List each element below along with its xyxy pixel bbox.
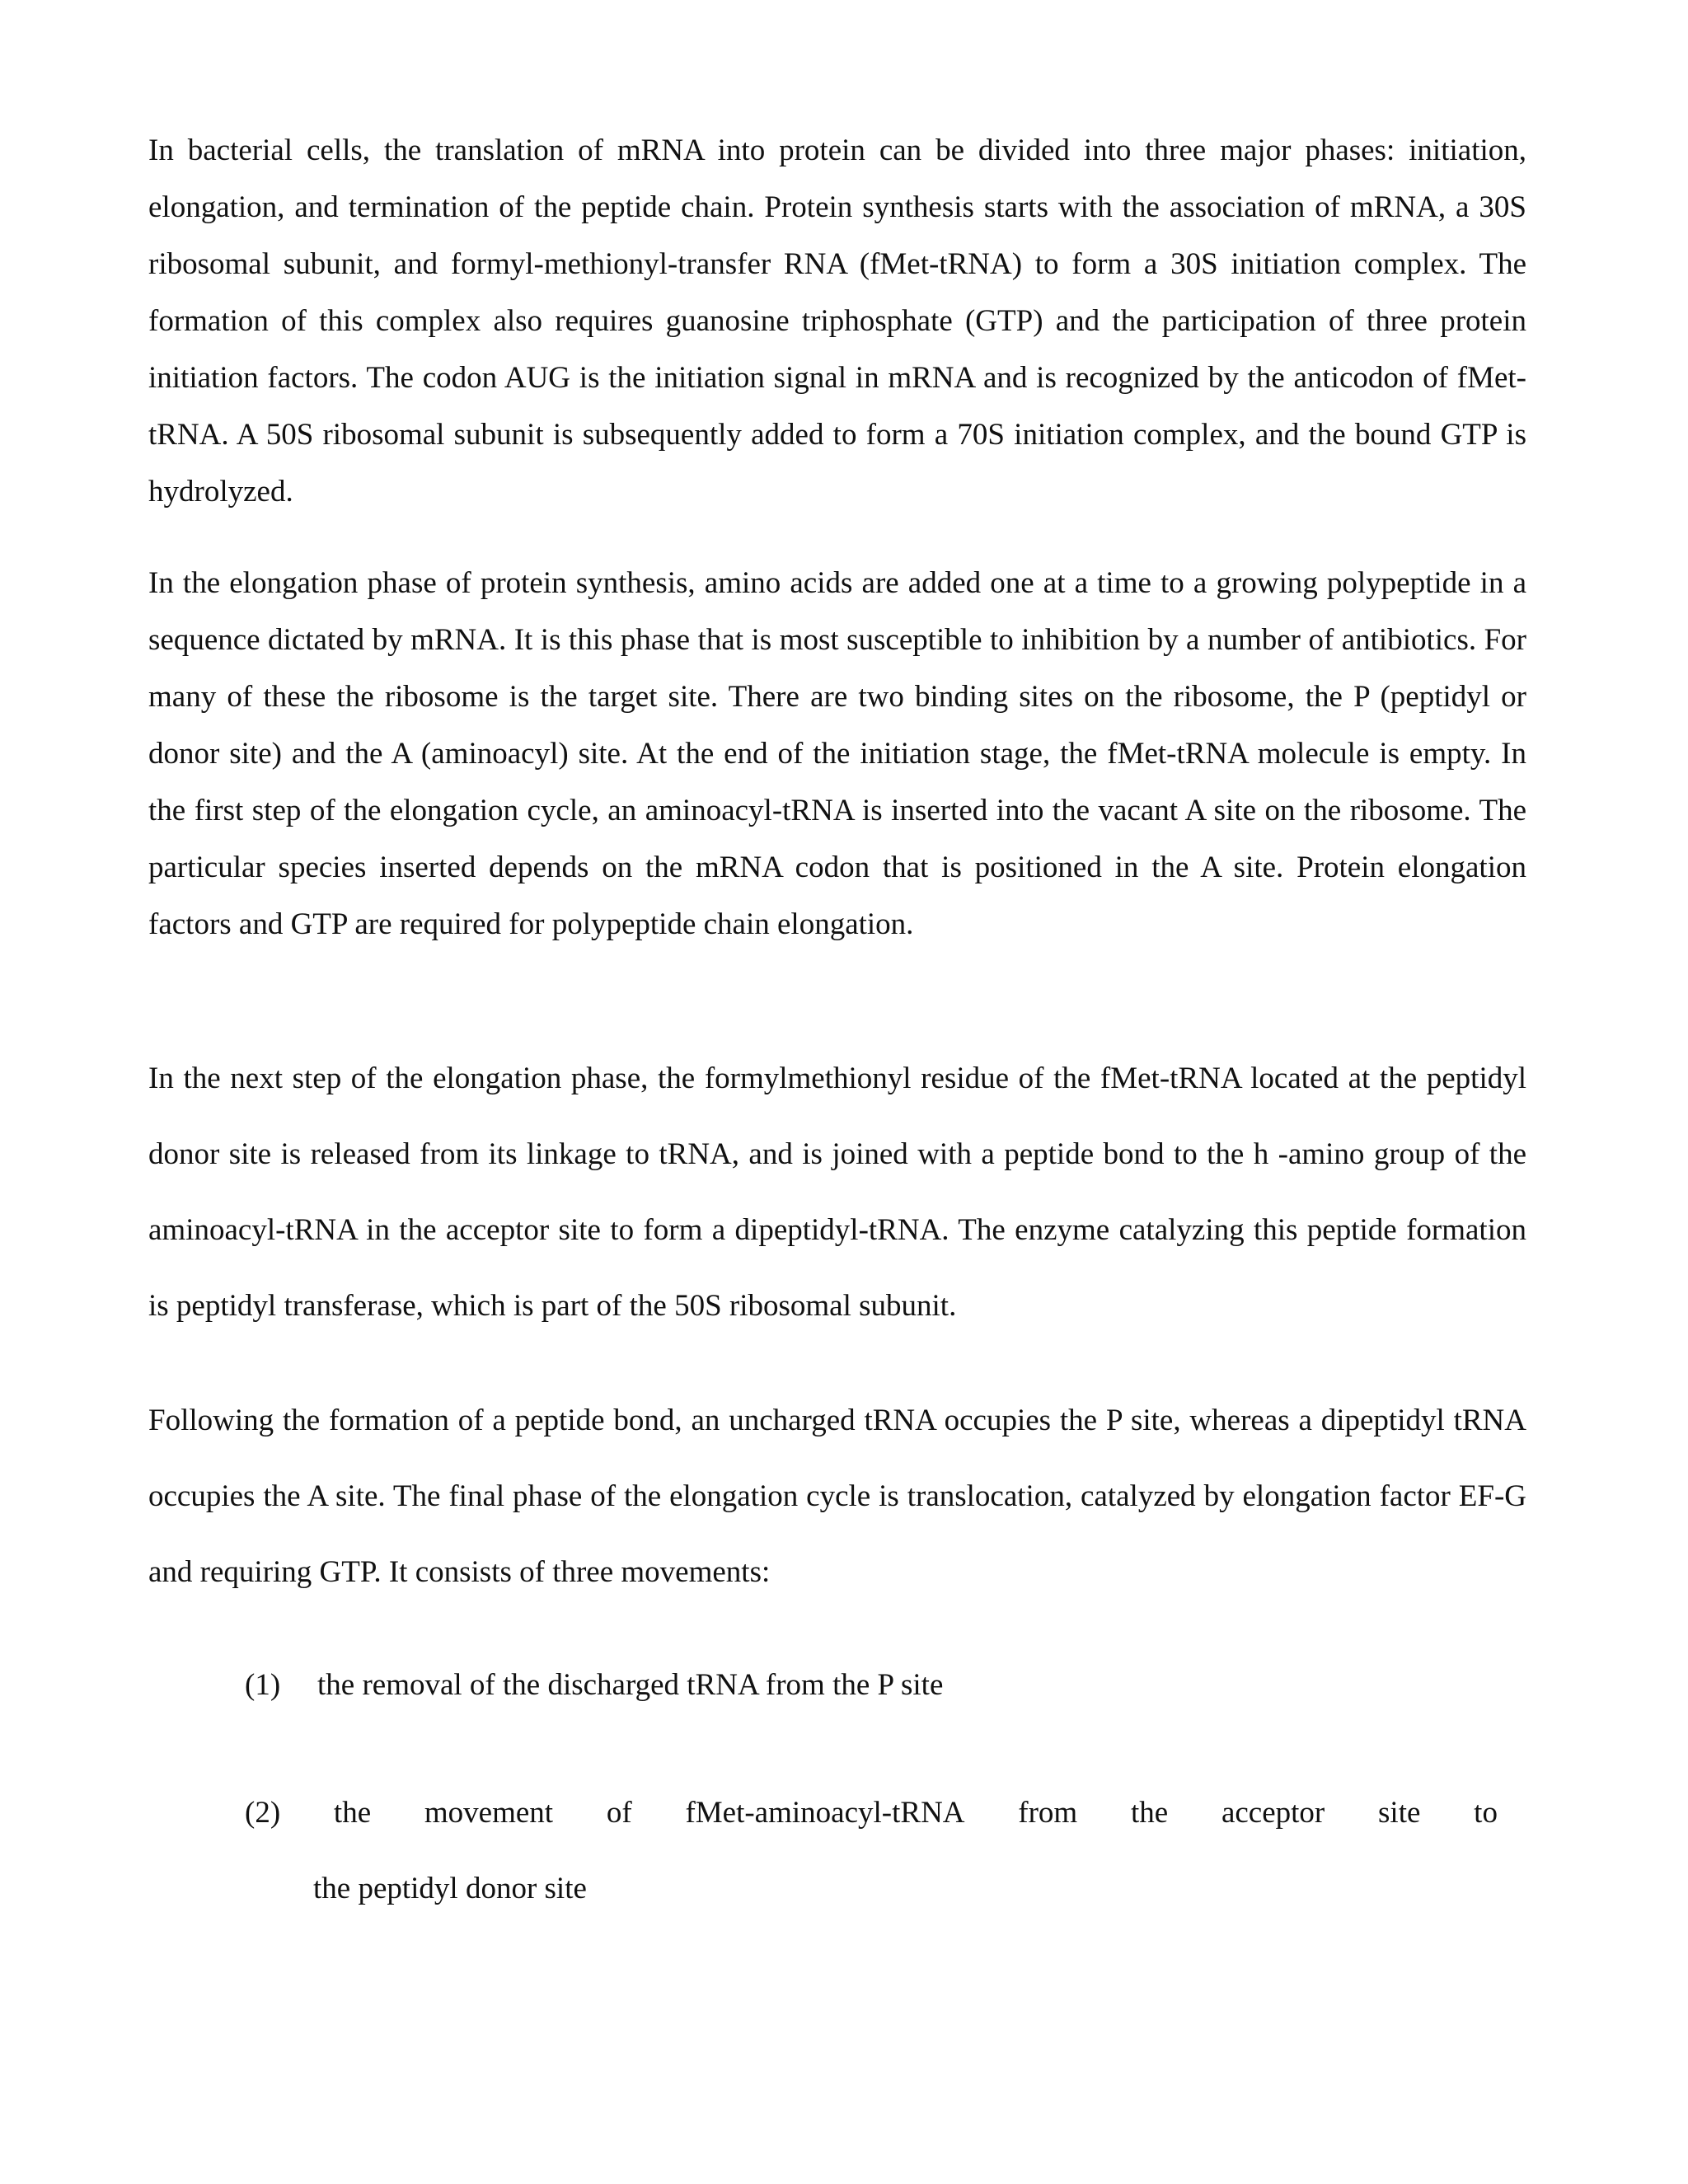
list-item-first-line [245,1775,1498,1851]
list-item-text: the removal of the discharged tRNA from the P site [317,1668,944,1702]
list-item-number: (1) [245,1668,281,1702]
paragraph-elongation: In the elongation phase of protein synthesis, amino acids are added one at a time to a growing polypeptide in a sequence dictated by mRNA. It is this phase that is most susceptible to inhibition by a number of antibiotics. For many of these the ribosome is the target site. There are two binding sites on the ribosome, the P (peptidyl or donor site) and the A (aminoacyl) site. At the end of the initiation stage, the fMet-tRNA molecule is empty. In the first step of the elongation cycle, an aminoacyl-tRNA is inserted into the vacant A site on the ribosome. The particular species inserted depends on the mRNA codon that is positioned in the A site. Protein elongation factors and GTP are required for polypeptide chain elongation. [148,566,1526,941]
list-item-word: the [333,1796,372,1830]
list-item-word: fMet-aminoacyl-tRNA [685,1796,965,1830]
list-item-1 [245,1661,1498,1710]
list-item-word: of [606,1796,632,1830]
list-item-word: to [1474,1796,1498,1830]
paragraph-peptide-bond: In the next step of the elongation phase, the formylmethionyl residue of the fMet-tRNA located at the peptidyl donor site is released from its linkage to tRNA, and is joined with a peptide bond to the h -amino group of the aminoacyl-tRNA in the acceptor site to form a dipeptidyl-tRNA. The enzyme catalyzing this peptide formation is peptidyl transferase, which is part of the 50S ribosomal subunit. [148,1062,1526,1323]
list-item-word: acceptor [1221,1796,1325,1830]
paragraph-initiation: In bacterial cells, the translation of mRNA into protein can be divided into three major phases: initiation, elongation, and termination of the peptide chain. Protein synthesis starts with the association of mRNA, a 30S ribosomal subunit, and formyl-methionyl-transfer RNA (fMet-tRNA) to form a 30S initiation complex. The formation of this complex also requires guanosine triphosphate (GTP) and the participation of three protein initiation factors. The codon AUG is the initiation signal in mRNA and is recognized by the anticodon of fMet-tRNA. A 50S ribosomal subunit is subsequently added to form a 70S initiation complex, and the bound GTP is hydrolyzed. [148,134,1526,509]
list-item-number: (2) [245,1796,281,1830]
list-item-word: movement [424,1796,554,1830]
list-item-continuation: the peptidyl donor site [313,1872,587,1905]
list-item-2 [245,1775,1498,1927]
paragraph-translocation: Following the formation of a peptide bond, an uncharged tRNA occupies the P site, whereas a dipeptidyl tRNA occupies the A site. The final phase of the elongation cycle is translocation, catalyzed by elongation factor EF-G and requiring GTP. It consists of three movements: [148,1404,1526,1589]
list-item-word: the [1130,1796,1169,1830]
list-item-word: site [1378,1796,1421,1830]
list-item-word: from [1018,1796,1078,1830]
